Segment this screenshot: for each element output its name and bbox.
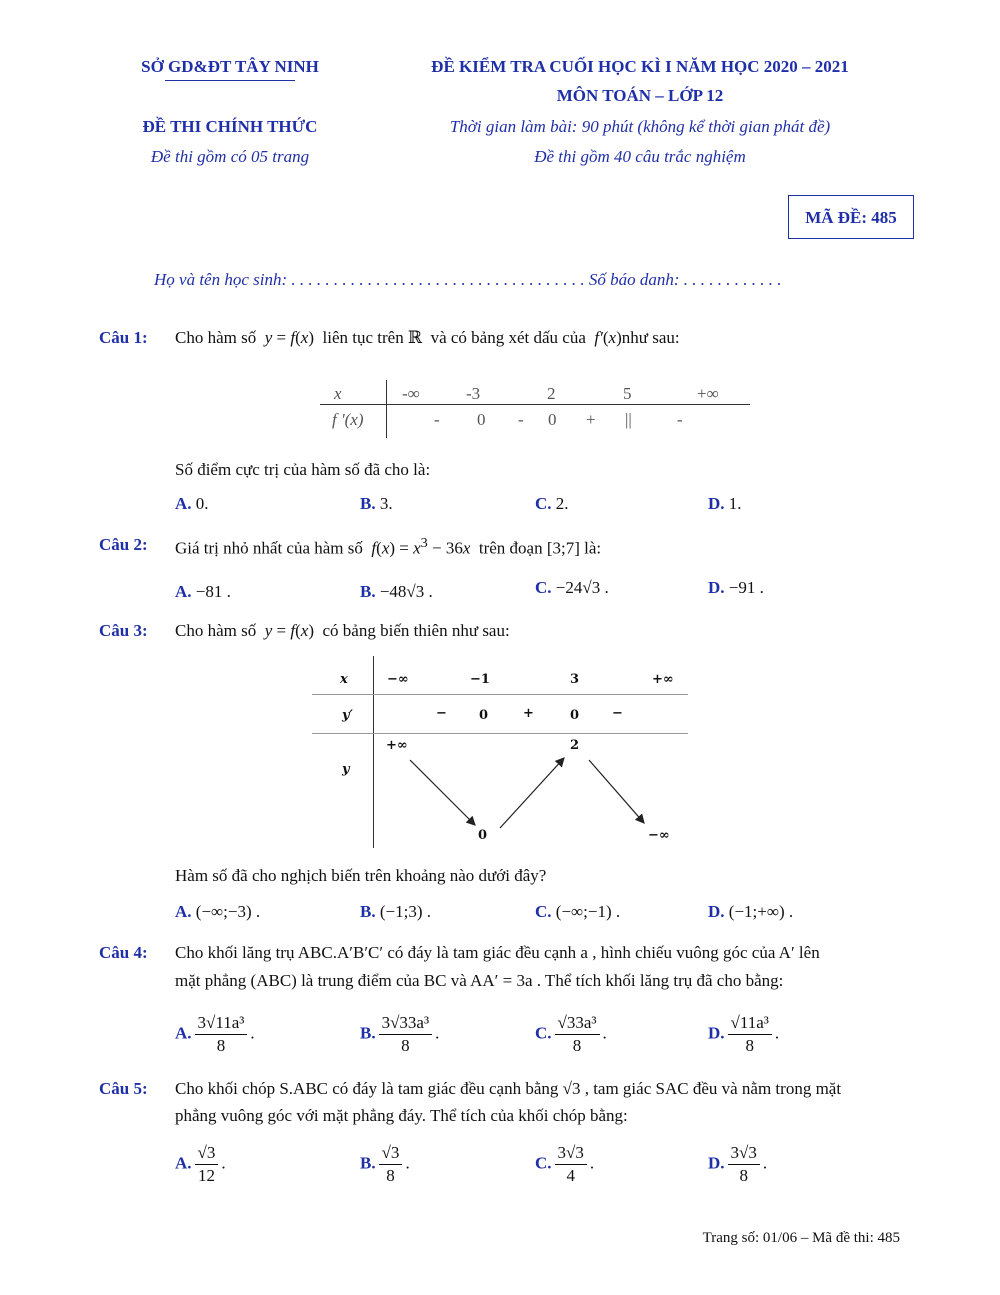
q1-option-a[interactable]: A. 0.	[175, 494, 209, 513]
q5-line2: phẳng vuông góc với mặt phẳng đáy. Thể tích của khối chóp bằng:	[175, 1106, 628, 1125]
exam-code-box: MÃ ĐỀ: 485	[788, 195, 914, 239]
q5-option-c[interactable]: C. $\frac{3√3}{4}$ .	[535, 1143, 595, 1185]
q5-option-a[interactable]: A. $\frac{√3}{12}$ .	[175, 1143, 226, 1185]
question-count: Đề thi gồm 40 câu trắc nghiệm	[534, 147, 746, 166]
q2-option-a[interactable]: A. −81 .	[175, 582, 231, 601]
q5-option-d[interactable]: D. $\frac{3√3}{8}$ .	[708, 1143, 768, 1185]
q4-line2: mặt phẳng (ABC) là trung điểm của BC và AA′ = 3a . Thể tích khối lăng trụ đã cho bằng:	[175, 971, 784, 990]
q2-stem: Giá trị nhỏ nhất của hàm số $f(x) = x^3 - 36x$ trên đoạn [3;7] là:	[175, 535, 602, 558]
variation-table: x −∞ −1 3 +∞ y′ − 0 + 0 − y +∞ 0 2 −∞	[312, 656, 688, 848]
q3-option-c[interactable]: C. (−∞;−1) .	[535, 902, 621, 921]
q5-line1: Cho khối chóp S.ABC có đáy là tam giác đều cạnh bằng √3 , tam giác SAC đều và nằm trong mặt	[175, 1079, 842, 1098]
q5-option-b[interactable]: B. $\frac{√3}{8}$ .	[360, 1143, 410, 1185]
q2-option-c[interactable]: C. −24√3 .	[535, 578, 609, 597]
exam-time: Thời gian làm bài: 90 phút (không kể thời gian phát đề)	[449, 117, 831, 136]
q2-option-b[interactable]: B. −48√3 .	[360, 582, 433, 601]
q1-stem: Cho hàm số y = f(x) liên tục trên ℝ và có bảng xét dấu của f′(x)như sau:	[175, 328, 680, 347]
sign-table: x -∞ -3 2 5 +∞ f '(x) - 0 - 0 + || -	[320, 380, 750, 440]
student-info-line: Họ và tên học sinh: . . . . . . . . . . . . . . . . . . . . . . . . . . . . . . . . . . . Số báo danh: . . . . . . . . . . . .	[154, 270, 782, 289]
q3-option-b[interactable]: B. (−1;3) .	[360, 902, 431, 921]
page-count: Đề thi gồm có 05 trang	[150, 147, 310, 166]
q3-label: Câu 3:	[99, 621, 148, 640]
q1-label: Câu 1:	[99, 328, 148, 347]
org-underline	[165, 80, 295, 81]
q1-option-b[interactable]: B. 3.	[360, 494, 393, 513]
q4-label: Câu 4:	[99, 943, 148, 962]
variation-arrows	[312, 656, 688, 848]
org-name: SỞ GD&ĐT TÂY NINH	[141, 57, 319, 76]
exam-subject: MÔN TOÁN – LỚP 12	[556, 86, 724, 105]
q2-label: Câu 2:	[99, 535, 148, 554]
q3-option-d[interactable]: D. (−1;+∞) .	[708, 902, 794, 921]
q3-stem: Cho hàm số y = f(x) có bảng biến thiên như sau:	[175, 621, 510, 640]
q4-option-a[interactable]: A. $\frac{\text{3√11a³}}{8}$ .	[175, 1013, 255, 1055]
page-footer: Trang số: 01/06 – Mã đề thi: 485	[702, 1230, 900, 1246]
q3-option-a[interactable]: A. (−∞;−3) .	[175, 902, 261, 921]
q4-option-c[interactable]: C. $\frac{\text{√33a³}}{8}$ .	[535, 1013, 607, 1055]
q4-option-b[interactable]: B. $\frac{\text{3√33a³}}{8}$ .	[360, 1013, 440, 1055]
q1-option-d[interactable]: D. 1.	[708, 494, 742, 513]
q1-question: Số điểm cực trị của hàm số đã cho là:	[175, 460, 431, 479]
q3-question: Hàm số đã cho nghịch biến trên khoảng nào dưới đây?	[175, 866, 547, 885]
q1-option-c[interactable]: C. 2.	[535, 494, 569, 513]
q4-line1: Cho khối lăng trụ ABC.A′B′C′ có đáy là tam giác đều cạnh a , hình chiếu vuông góc của A′ lên	[175, 943, 820, 962]
q2-option-d[interactable]: D. −91 .	[708, 578, 764, 597]
exam-title: ĐỀ KIỂM TRA CUỐI HỌC KÌ I NĂM HỌC 2020 – 2021	[431, 57, 849, 76]
q4-option-d[interactable]: D. $\frac{\text{√11a³}}{8}$ .	[708, 1013, 780, 1055]
official-label: ĐỀ THI CHÍNH THỨC	[142, 117, 318, 136]
q5-label: Câu 5:	[99, 1079, 148, 1098]
